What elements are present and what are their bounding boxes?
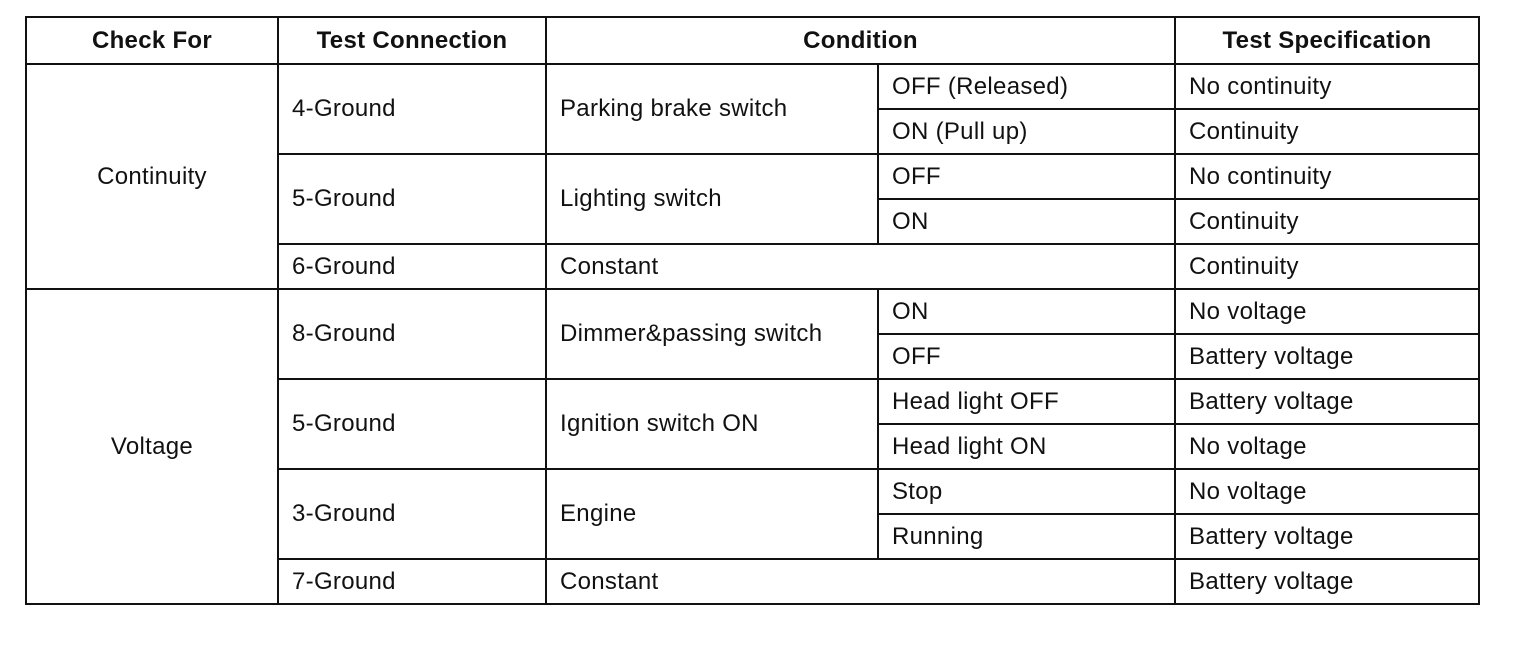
condition-item-cell: Engine [546, 469, 878, 559]
test-connection-cell: 4-Ground [278, 64, 546, 154]
test-specification-cell: No voltage [1175, 424, 1479, 469]
check-for-cell: Continuity [26, 64, 278, 289]
condition-item-cell: Ignition switch ON [546, 379, 878, 469]
test-connection-cell: 6-Ground [278, 244, 546, 289]
header-row [26, 17, 1479, 64]
check-for-cell: Voltage [26, 289, 278, 604]
condition-state-cell: ON (Pull up) [878, 109, 1175, 154]
condition-state-cell: Running [878, 514, 1175, 559]
condition-item-cell: Parking brake switch [546, 64, 878, 154]
test-specification-cell: No continuity [1175, 154, 1479, 199]
header-test-connection: Test Connection [278, 17, 546, 64]
test-connection-cell: 3-Ground [278, 469, 546, 559]
condition-state-cell: Head light ON [878, 424, 1175, 469]
condition-state-cell: OFF [878, 154, 1175, 199]
test-specification-cell: Continuity [1175, 199, 1479, 244]
test-specification-cell: No voltage [1175, 469, 1479, 514]
condition-item-cell: Lighting switch [546, 154, 878, 244]
condition-item-cell: Constant [546, 559, 1175, 604]
header-condition: Condition [546, 17, 1175, 64]
test-specification-cell: Continuity [1175, 109, 1479, 154]
test-specification-table [25, 16, 1480, 605]
test-specification-cell: No continuity [1175, 64, 1479, 109]
test-connection-cell: 8-Ground [278, 289, 546, 379]
header-check-for: Check For [26, 17, 278, 64]
table-row [26, 64, 1479, 109]
condition-state-cell: OFF [878, 334, 1175, 379]
condition-state-cell: OFF (Released) [878, 64, 1175, 109]
table-row [26, 289, 1479, 334]
condition-state-cell: ON [878, 289, 1175, 334]
test-specification-cell: No voltage [1175, 289, 1479, 334]
header-test-specification: Test Specification [1175, 17, 1479, 64]
test-specification-cell: Battery voltage [1175, 379, 1479, 424]
test-specification-cell: Battery voltage [1175, 559, 1479, 604]
test-specification-cell: Continuity [1175, 244, 1479, 289]
test-connection-cell: 5-Ground [278, 379, 546, 469]
test-specification-cell: Battery voltage [1175, 514, 1479, 559]
test-connection-cell: 5-Ground [278, 154, 546, 244]
condition-state-cell: Stop [878, 469, 1175, 514]
condition-item-cell: Constant [546, 244, 1175, 289]
condition-state-cell: Head light OFF [878, 379, 1175, 424]
condition-item-cell: Dimmer&passing switch [546, 289, 878, 379]
test-connection-cell: 7-Ground [278, 559, 546, 604]
test-specification-cell: Battery voltage [1175, 334, 1479, 379]
condition-state-cell: ON [878, 199, 1175, 244]
